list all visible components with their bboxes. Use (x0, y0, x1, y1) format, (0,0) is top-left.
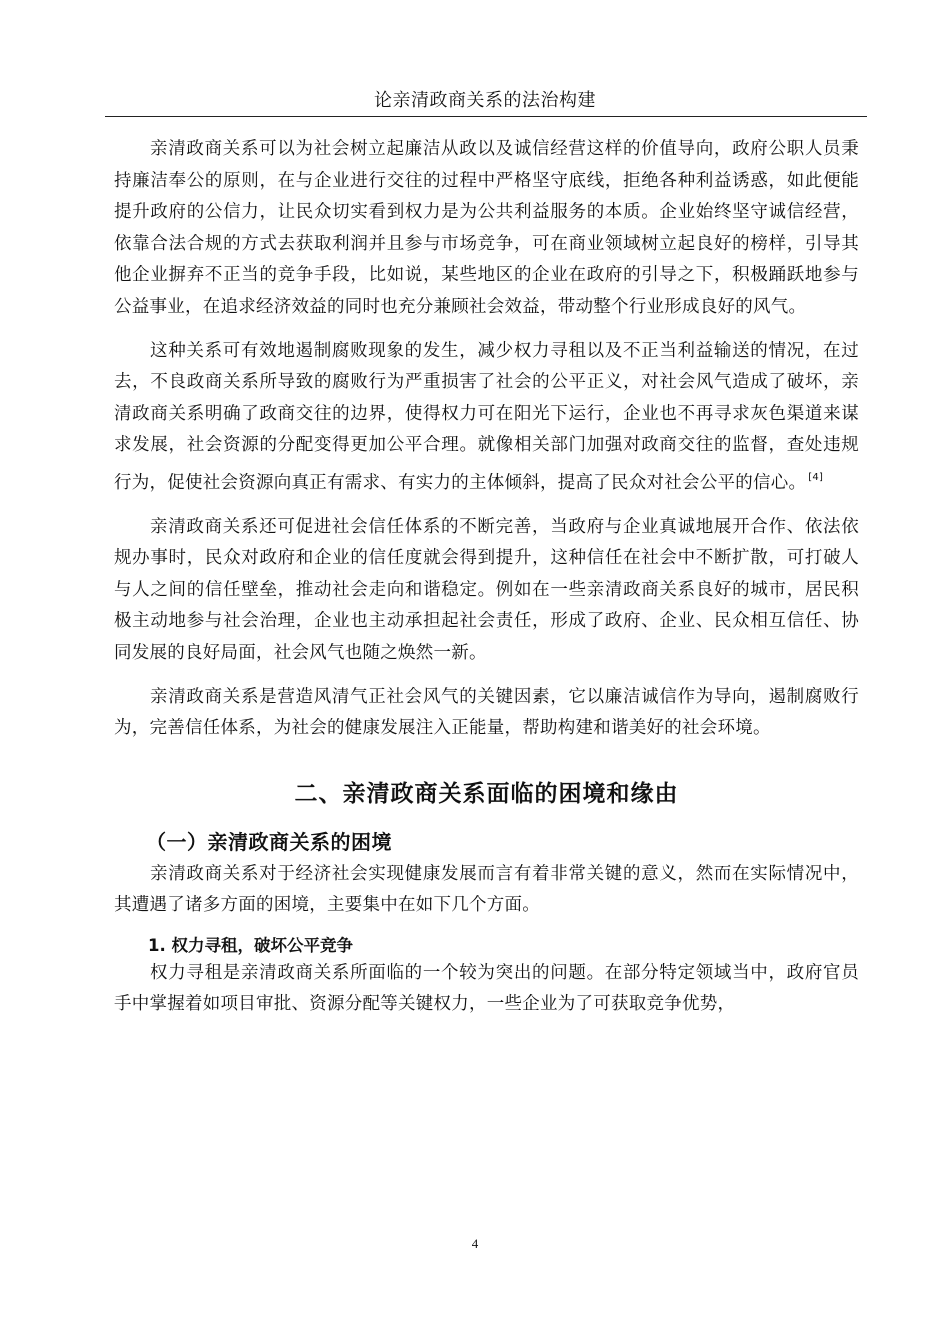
paragraph-4: 亲清政商关系是营造风清气正社会风气的关键因素，它以廉洁诚信作为导向，遏制腐败行为，完善信任体系，为社会的健康发展注入正能量，帮助构建和谐美好的社会环境。 (114, 686, 859, 739)
header-rule (105, 116, 867, 117)
paragraph-5: 亲清政商关系对于经济社会实现健康发展而言有着非常关键的意义，然而在实际情况中，其遭遇了诸多方面的困境，主要集中在如下几个方面。 (114, 863, 859, 916)
subsection-heading: （一）亲清政商关系的困境 (146, 829, 392, 854)
paragraph-3: 亲清政商关系还可促进社会信任体系的不断完善，当政府与企业真诚地展开合作、依法依规办事时，民众对政府和企业的信任度就会得到提升，这种信任在社会中不断扩散，可打破人与人之间的信任壁垒，推动社会走向和谐稳定。例如在一些亲清政商关系良好的城市，居民积极主动地参与社会治理，企业也主动承担起社会责任，形成了政府、企业、民众相互信任、协同发展的良好局面，社会风气也随之焕然一新。 (114, 516, 859, 663)
running-header-title: 论亲清政商关系的法治构建 (374, 90, 596, 111)
body-text (114, 134, 859, 1021)
citation-reference: [4] (808, 471, 824, 483)
page-number: 4 (471, 1236, 479, 1251)
paragraph-6: 权力寻租是亲清政商关系所面临的一个较为突出的问题。在部分特定领域当中，政府官员手中掌握着如项目审批、资源分配等关键权力，一些企业为了可获取竞争优势， (114, 962, 859, 1015)
paragraph-2-text: 这种关系可有效地遏制腐败现象的发生，减少权力寻租以及不正当利益输送的情况，在过去，不良政商关系所导致的腐败行为严重损害了社会的公平正义，对社会风气造成了破坏，亲清政商关系明确了政商交往的边界，使得权力可在阳光下运行，企业也不再寻求灰色渠道来谋求发展，社会资源的分配变得更加公平合理。就像相关部门加强对政商交往的监督，查处违规行为，促使社会资源向真正有需求、有实力的主体倾斜，提高了民众对社会公平的信心。 (114, 340, 859, 493)
paragraph-2 (114, 336, 859, 500)
paragraph-1: 亲清政商关系可以为社会树立起廉洁从政以及诚信经营这样的价值导向，政府公职人员秉持廉洁奉公的原则，在与企业进行交往的过程中严格坚守底线，拒绝各种利益诱惑，如此便能提升政府的公信力，让民众切实看到权力是为公共利益服务的本质。企业始终坚守诚信经营，依靠合法合规的方式去获取利润并且参与市场竞争，可在商业领域树立起良好的榜样，引导其他企业摒弃不正当的竞争手段，比如说，某些地区的企业在政府的引导之下，积极踊跃地参与公益事业，在追求经济效益的同时也充分兼顾社会效益，带动整个行业形成良好的风气。 (114, 139, 859, 317)
item-heading: 1. 权力寻租，破坏公平竞争 (148, 935, 353, 955)
section-heading: 二、亲清政商关系面临的困境和缘由 (294, 780, 679, 807)
